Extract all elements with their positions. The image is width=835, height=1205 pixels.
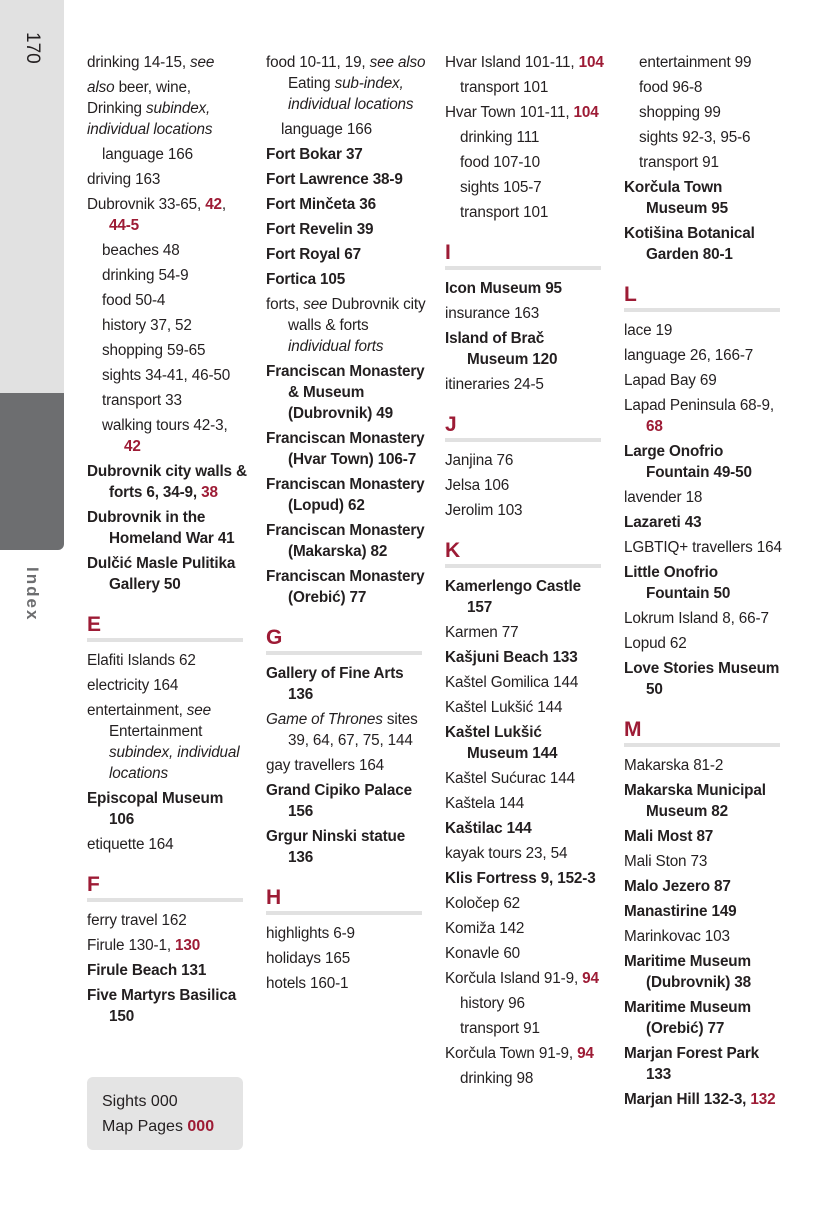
- index-subentry: [445, 127, 605, 148]
- index-subentry: [445, 202, 605, 223]
- index-entry: [445, 672, 605, 693]
- index-entry: [87, 935, 247, 956]
- index-entry-bold: [87, 461, 247, 503]
- entry-text: see: [303, 296, 328, 313]
- entry-text: ,: [221, 196, 227, 213]
- index-entry-bold: [624, 441, 784, 483]
- index-entry: [445, 475, 605, 496]
- entry-text: Makarska 81-2: [624, 757, 724, 774]
- entry-text: hotels 160-1: [266, 975, 349, 992]
- entry-text: Fortica 105: [266, 271, 346, 288]
- entry-text: Game of Thrones: [266, 711, 383, 728]
- page-ref-highlight: 42: [205, 196, 222, 213]
- entry-text: food 107-10: [460, 154, 541, 171]
- entry-text: Dubrovnik in the Homeland War 41: [87, 509, 235, 547]
- entry-text: lavender 18: [624, 489, 703, 506]
- index-entry-bold: [445, 576, 605, 618]
- legend-box: [87, 1077, 243, 1150]
- index-subentry: [445, 1068, 605, 1089]
- entry-text: Jelsa 106: [445, 477, 510, 494]
- index-column-2: [266, 52, 426, 998]
- entry-text: Kašjuni Beach 133: [445, 649, 578, 666]
- page-ref-highlight: 94: [582, 970, 599, 987]
- index-entry: [87, 98, 247, 119]
- index-subentry: [87, 315, 247, 336]
- entry-text: walking tours 42-3,: [102, 417, 228, 434]
- entry-text: Manastirine 149: [624, 903, 737, 920]
- entry-text: Firule Beach 131: [87, 962, 207, 979]
- index-entry: [445, 843, 605, 864]
- entry-text: food 50-4: [102, 292, 166, 309]
- entry-text: Komiža 142: [445, 920, 525, 937]
- entry-text: beer, wine,: [114, 79, 191, 96]
- entry-text: Dulčić Masle Pulitika Gallery 50: [87, 555, 236, 593]
- entry-text: J: [445, 413, 457, 436]
- index-entry: [445, 918, 605, 939]
- section-heading: [624, 283, 780, 312]
- entry-text: transport 101: [460, 204, 549, 221]
- entry-text: Jerolim 103: [445, 502, 523, 519]
- section-heading: [445, 241, 601, 270]
- entry-text: Maritime Museum (Dubrovnik) 38: [624, 953, 751, 991]
- index-column-3: [445, 52, 605, 1093]
- index-entry-bold: [266, 474, 426, 516]
- entry-text: Korčula Town Museum 95: [624, 179, 728, 217]
- entry-text: Korčula Town 91-9,: [445, 1045, 578, 1062]
- entry-text: Franciscan Monastery (Lopud) 62: [266, 476, 425, 514]
- entry-text: gay travellers 164: [266, 757, 385, 774]
- entry-text: transport 101: [460, 79, 549, 96]
- index-entry: [445, 52, 605, 73]
- entry-text: holidays 165: [266, 950, 351, 967]
- entry-text: Malo Jezero 87: [624, 878, 731, 895]
- entry-text: E: [87, 613, 101, 636]
- index-entry-bold: [624, 1043, 784, 1085]
- page-ref-highlight: 104: [578, 54, 604, 71]
- entry-text: language 26, 166-7: [624, 347, 754, 364]
- index-entry-bold: [624, 658, 784, 700]
- page-number: 170: [22, 32, 43, 64]
- entry-text: Franciscan Monastery (Orebić) 77: [266, 568, 425, 606]
- entry-text: Kaštilac 144: [445, 820, 532, 837]
- index-entry-bold: [266, 169, 426, 190]
- entry-text: Five Martyrs Basilica 150: [87, 987, 237, 1025]
- entry-text: Lapad Peninsula 68-9,: [624, 397, 774, 414]
- index-entry-bold: [624, 901, 784, 922]
- index-subentry: [87, 240, 247, 261]
- entry-text: electricity 164: [87, 677, 179, 694]
- entry-text: Kaštel Lukšić Museum 144: [445, 724, 558, 762]
- page-ref-highlight: 94: [577, 1045, 594, 1062]
- entry-text: kayak tours 23, 54: [445, 845, 568, 862]
- entry-text: transport 91: [460, 1020, 540, 1037]
- index-entry-bold: [624, 826, 784, 847]
- entry-text: lace 19: [624, 322, 673, 339]
- entry-text: Franciscan Monastery & Museum (Dubrovnik) 49: [266, 363, 425, 422]
- entry-text: Kaštel Sućurac 144: [445, 770, 575, 787]
- index-entry: [87, 194, 247, 236]
- entry-text: food 96-8: [639, 79, 703, 96]
- index-entry: [87, 910, 247, 931]
- index-entry-bold: [87, 788, 247, 830]
- entry-text: history 96: [460, 995, 525, 1012]
- entry-text: Marinkovac 103: [624, 928, 730, 945]
- entry-text: sights 92-3, 95-6: [639, 129, 751, 146]
- index-entry: [624, 851, 784, 872]
- entry-text: see: [190, 54, 215, 71]
- entry-text: Little Onofrio Fountain 50: [624, 564, 731, 602]
- index-subentry: [445, 993, 605, 1014]
- page-ref-highlight: 130: [175, 937, 201, 954]
- entry-text: K: [445, 539, 461, 562]
- index-entry-bold: [624, 1089, 784, 1110]
- section-heading: [624, 718, 780, 747]
- index-entry-bold: [445, 328, 605, 370]
- entry-text: LGBTIQ+ travellers 164: [624, 539, 782, 556]
- index-entry-bold: [266, 520, 426, 562]
- entry-text: individual forts: [288, 338, 384, 355]
- index-entry: [87, 834, 247, 855]
- index-entry-bold: [266, 566, 426, 608]
- index-entry: [445, 500, 605, 521]
- entry-text: Kaštela 144: [445, 795, 525, 812]
- entry-text: subindex,: [146, 100, 211, 117]
- index-entry: [445, 943, 605, 964]
- section-heading: [266, 886, 422, 915]
- page-ref-highlight: 44-5: [109, 217, 140, 234]
- entry-text: driving 163: [87, 171, 161, 188]
- index-entry: [266, 709, 426, 751]
- entry-text: drinking 54-9: [102, 267, 189, 284]
- index-entry-bold: [87, 507, 247, 549]
- index-entry: [445, 893, 605, 914]
- legend-map-label: Map Pages: [102, 1118, 188, 1135]
- index-subentry: [445, 152, 605, 173]
- legend-map-pages: [102, 1114, 243, 1139]
- index-column-4: [624, 52, 784, 1114]
- entry-text: entertainment,: [87, 702, 187, 719]
- index-entry: [624, 395, 784, 437]
- index-subentry: [624, 102, 784, 123]
- entry-text: language 166: [102, 146, 193, 163]
- index-entry: [87, 77, 247, 98]
- entry-text: Marjan Forest Park 133: [624, 1045, 760, 1083]
- entry-text: Lazareti 43: [624, 514, 702, 531]
- index-entry-bold: [266, 219, 426, 240]
- entry-text: H: [266, 886, 282, 909]
- index-entry-bold: [266, 144, 426, 165]
- index-subentry: [87, 290, 247, 311]
- entry-text: sites 39, 64, 67, 75, 144: [288, 711, 418, 749]
- entry-text: sub-index, individual locations: [288, 75, 414, 113]
- index-subentry: [624, 77, 784, 98]
- index-subentry: [87, 390, 247, 411]
- entry-text: Dubrovnik city walls & forts: [288, 296, 426, 334]
- index-entry: [624, 608, 784, 629]
- index-entry-bold: [445, 647, 605, 668]
- index-subentry: [87, 415, 247, 457]
- index-entry: [445, 968, 605, 989]
- entry-text: food 10-11, 19,: [266, 54, 370, 71]
- index-entry-bold: [624, 780, 784, 822]
- index-entry: [87, 52, 247, 73]
- entry-text: Konavle 60: [445, 945, 521, 962]
- entry-text: drinking 14-15,: [87, 54, 191, 71]
- entry-text: Fort Revelin 39: [266, 221, 374, 238]
- entry-text: Lopud 62: [624, 635, 687, 652]
- entry-text: Kaštel Lukšić 144: [445, 699, 563, 716]
- index-entry-bold: [87, 960, 247, 981]
- index-subentry: [87, 340, 247, 361]
- section-heading: [266, 626, 422, 655]
- index-entry-bold: [624, 223, 784, 265]
- index-entry: [445, 697, 605, 718]
- entry-text: F: [87, 873, 100, 896]
- index-entry-bold: [624, 876, 784, 897]
- legend-map-value: 000: [187, 1118, 215, 1135]
- index-entry: [87, 675, 247, 696]
- index-subentry: [445, 177, 605, 198]
- entry-text: Karmen 77: [445, 624, 519, 641]
- entry-text: drinking 111: [460, 129, 540, 146]
- index-entry-bold: [624, 562, 784, 604]
- entry-text: Grgur Ninski statue 136: [266, 828, 406, 866]
- index-entry: [624, 537, 784, 558]
- index-entry: [445, 450, 605, 471]
- entry-text: Entertainment: [109, 723, 203, 740]
- entry-text: Elafiti Islands 62: [87, 652, 196, 669]
- entry-text: forts,: [266, 296, 304, 313]
- index-subentry: [624, 152, 784, 173]
- page-ref-highlight: 132: [750, 1091, 776, 1108]
- index-column-1: [87, 52, 247, 1031]
- index-entry-bold: [266, 361, 426, 424]
- index-entry-bold: [445, 722, 605, 764]
- entry-text: Fort Lawrence 38-9: [266, 171, 403, 188]
- index-entry-bold: [266, 244, 426, 265]
- index-subentry: [87, 265, 247, 286]
- page-ref-highlight: 68: [646, 418, 663, 435]
- entry-text: Lapad Bay 69: [624, 372, 717, 389]
- entry-text: etiquette 164: [87, 836, 174, 853]
- entry-text: entertainment 99: [639, 54, 752, 71]
- entry-text: Mali Most 87: [624, 828, 714, 845]
- index-entry-bold: [624, 951, 784, 993]
- entry-text: Korčula Island 91-9,: [445, 970, 583, 987]
- index-entry-bold: [266, 826, 426, 868]
- index-entry: [624, 345, 784, 366]
- entry-text: insurance 163: [445, 305, 540, 322]
- entry-text: drinking 98: [460, 1070, 534, 1087]
- entry-text: Icon Museum 95: [445, 280, 562, 297]
- page-ref-highlight: 104: [573, 104, 599, 121]
- section-label: Index: [23, 567, 42, 622]
- index-entry: [445, 1043, 605, 1064]
- entry-text: Hvar Town 101-11,: [445, 104, 574, 121]
- entry-text: Firule 130-1,: [87, 937, 176, 954]
- index-entry: [266, 755, 426, 776]
- entry-text: I: [445, 241, 451, 264]
- entry-text: Janjina 76: [445, 452, 514, 469]
- entry-text: sights 34-41, 46-50: [102, 367, 231, 384]
- index-subentry: [266, 119, 426, 140]
- index-entry: [266, 52, 426, 115]
- entry-text: highlights 6-9: [266, 925, 355, 942]
- entry-text: Dubrovnik 33-65,: [87, 196, 206, 213]
- index-entry-bold: [87, 553, 247, 595]
- index-entry: [266, 948, 426, 969]
- page-ref-highlight: 42: [124, 438, 141, 455]
- entry-text: itineraries 24-5: [445, 376, 544, 393]
- entry-text: Large Onofrio Fountain 49-50: [624, 443, 752, 481]
- entry-text: language 166: [281, 121, 372, 138]
- entry-text: Kamerlengo Castle 157: [445, 578, 582, 616]
- entry-text: Fort Minčeta 36: [266, 196, 376, 213]
- index-entry-bold: [624, 997, 784, 1039]
- entry-text: G: [266, 626, 283, 649]
- entry-text: subindex, individual locations: [109, 744, 240, 782]
- entry-text: Fort Royal 67: [266, 246, 361, 263]
- entry-text: Klis Fortress 9, 152-3: [445, 870, 596, 887]
- entry-text: Franciscan Monastery (Makarska) 82: [266, 522, 425, 560]
- index-entry: [87, 169, 247, 190]
- index-entry-bold: [445, 278, 605, 299]
- legend-sights: Sights 000: [102, 1093, 178, 1110]
- index-subentry: [445, 77, 605, 98]
- entry-text: Island of Brač Museum 120: [445, 330, 558, 368]
- entry-text: L: [624, 283, 637, 306]
- index-subentry: [87, 365, 247, 386]
- entry-text: sights 105-7: [460, 179, 542, 196]
- entry-text: Maritime Museum (Orebić) 77: [624, 999, 751, 1037]
- index-entry: [87, 700, 247, 784]
- index-entry-bold: [445, 868, 605, 889]
- entry-text: also: [87, 79, 115, 96]
- index-entry: [624, 755, 784, 776]
- entry-text: Makarska Municipal Museum 82: [624, 782, 766, 820]
- index-entry-bold: [87, 985, 247, 1027]
- entry-text: Drinking: [87, 100, 147, 117]
- entry-text: Franciscan Monastery (Hvar Town) 106-7: [266, 430, 425, 468]
- entry-text: Lokrum Island 8, 66-7: [624, 610, 769, 627]
- index-entry-bold: [624, 512, 784, 533]
- index-entry-bold: [624, 177, 784, 219]
- entry-text: Grand Cipiko Palace 156: [266, 782, 412, 820]
- entry-text: Kaštel Gomilica 144: [445, 674, 579, 691]
- entry-text: shopping 59-65: [102, 342, 206, 359]
- section-heading: [445, 539, 601, 568]
- index-subentry: [87, 144, 247, 165]
- entry-text: Episcopal Museum 106: [87, 790, 224, 828]
- entry-text: M: [624, 718, 642, 741]
- entry-text: Gallery of Fine Arts 136: [266, 665, 404, 703]
- index-entry-bold: [266, 194, 426, 215]
- entry-text: see: [186, 702, 212, 719]
- index-entry: [445, 374, 605, 395]
- index-entry: [266, 923, 426, 944]
- index-entry-bold: [266, 663, 426, 705]
- index-entry: [624, 926, 784, 947]
- side-tab-dark: [0, 393, 64, 550]
- entry-text: Hvar Island 101-11,: [445, 54, 579, 71]
- section-heading: [87, 613, 243, 642]
- entry-text: shopping 99: [639, 104, 721, 121]
- entry-text: history 37, 52: [102, 317, 192, 334]
- index-entry-bold: [266, 780, 426, 822]
- index-entry: [266, 294, 426, 357]
- index-subentry: [624, 52, 784, 73]
- entry-text: Koločep 62: [445, 895, 521, 912]
- index-entry: [445, 303, 605, 324]
- entry-text: ferry travel 162: [87, 912, 187, 929]
- entry-text: Kotišina Botanical Garden 80-1: [624, 225, 755, 263]
- entry-text: Eating: [288, 75, 335, 92]
- index-entry-bold: [266, 269, 426, 290]
- index-entry: [445, 793, 605, 814]
- entry-text: Fort Bokar 37: [266, 146, 363, 163]
- index-subentry: [624, 127, 784, 148]
- index-subentry: [445, 1018, 605, 1039]
- entry-text: beaches 48: [102, 242, 180, 259]
- index-entry: [445, 622, 605, 643]
- index-entry: [624, 487, 784, 508]
- entry-text: transport 91: [639, 154, 719, 171]
- entry-text: Love Stories Museum 50: [624, 660, 780, 698]
- index-entry: [445, 102, 605, 123]
- entry-text: Mali Ston 73: [624, 853, 708, 870]
- entry-text: see also: [369, 54, 426, 71]
- index-entry: [445, 768, 605, 789]
- page-ref-highlight: 38: [201, 484, 218, 501]
- index-entry: [624, 633, 784, 654]
- index-entry: [87, 119, 247, 140]
- entry-text: Marjan Hill 132-3,: [624, 1091, 751, 1108]
- entry-text: Dubrovnik city walls & forts 6, 34-9,: [87, 463, 247, 501]
- index-entry: [624, 370, 784, 391]
- index-entry: [87, 650, 247, 671]
- index-entry-bold: [266, 428, 426, 470]
- entry-text: transport 33: [102, 392, 182, 409]
- index-entry: [624, 320, 784, 341]
- section-heading: [445, 413, 601, 442]
- index-entry-bold: [445, 818, 605, 839]
- entry-text: individual locations: [87, 121, 213, 138]
- index-entry: [266, 973, 426, 994]
- section-heading: [87, 873, 243, 902]
